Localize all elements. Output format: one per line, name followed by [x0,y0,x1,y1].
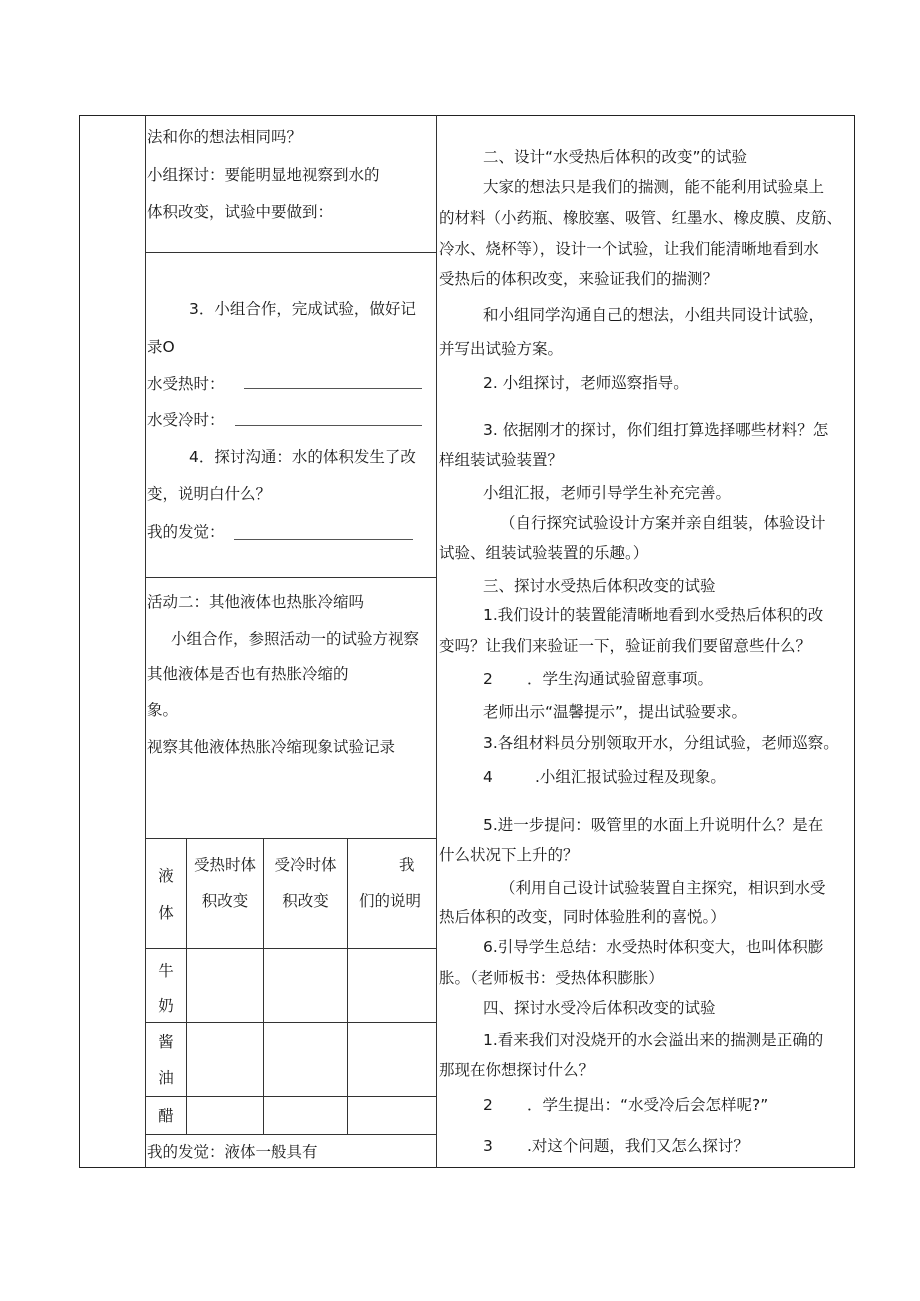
right-line: 冷水、烧杯等），设计一个试验，让我们能清晰地看到水 [439,240,819,258]
row-divider [145,577,436,578]
right-line: ．学生沟通试验留意事项。 [527,670,714,688]
row-divider [145,838,436,839]
hot-label: 水受热时： [147,375,225,393]
finding-label: 我的发觉： [147,523,225,541]
right-line: 6.引导学生总结：水受热时体积变大，也叫体积膨 [483,938,824,956]
block1-line: 体积改变，试验中要做到： [147,203,334,221]
header-liquid: 体 [158,904,174,922]
cold-label: 水受冷时： [147,411,225,429]
step3-line1: 3．小组合作，完成试验，做好记 [189,300,416,318]
cold-answer-line[interactable] [235,425,422,426]
right-line: 3.各组材料员分别领取开水，分组试验，老师巡察。 [483,734,839,752]
step-number: 2 [483,670,493,688]
right-line: 3. 依据刚才的探讨，你们组打算选择哪些材料？怎 [483,421,829,439]
inner-table-divider [347,838,348,1134]
row-divider [145,1134,436,1135]
right-line: 胀。（老师板书：受热体积膨胀） [439,969,664,987]
right-line: .对这个问题，我们又怎么探讨？ [527,1137,749,1155]
inner-table-divider [186,838,187,1134]
header-cold-change: 受冷时体 [274,856,337,874]
right-line: 5.进一步提问：吸管里的水面上升说明什么？是在 [483,816,824,834]
block1-line: 小组探讨：要能明显地视察到水的 [147,166,380,184]
right-line: 试验、组装试验装置的乐趣。） [439,544,649,562]
activity2-line: 小组合作，参照活动一的试验方视察 [171,630,420,648]
block1-line: 法和你的想法相同吗？ [147,128,303,146]
right-line: 1.我们设计的装置能清晰地看到水受热后体积的改 [483,606,824,624]
right-line: 那现在你想探讨什么？ [439,1061,595,1079]
right-line: .小组汇报试验过程及现象。 [535,768,726,786]
row-soy-sauce: 油 [158,1069,174,1087]
activity2-title: 活动二：其他液体也热胀冷缩吗 [147,593,365,611]
right-line: （利用自己设计试验装置自主探究，相识到水受 [500,879,826,897]
row-divider [145,1022,436,1023]
row-vinegar: 醋 [158,1107,174,1125]
right-line: 并写出试验方案。 [439,340,564,358]
right-line: （自行探究试验设计方案并亲自组装，体验设计 [500,514,826,532]
right-line: ．学生提出：“水受冷后会怎样呢?” [527,1096,769,1114]
step-number: 2 [483,1096,493,1114]
section3-title: 三、探讨水受热后体积改变的试验 [483,577,716,595]
right-line: 样组装试验装置？ [439,451,564,469]
step-number: 4 [483,768,493,786]
hot-answer-line[interactable] [244,388,422,389]
header-hot-change: 受热时体 [193,856,256,874]
right-line: 和小组同学沟通自己的想法，小组共同设计试验， [483,306,825,324]
right-line: 变吗？让我们来验证一下，验证前我们要留意些什么？ [439,637,812,655]
row-divider [145,948,436,949]
right-line: 受热后的体积改变，来验证我们的揣测？ [439,270,719,288]
step4-line1: 4．探讨沟通：水的体积发生了改 [189,448,416,466]
header-explanation: 们的说明 [359,892,422,910]
right-line: 小组汇报，老师引导学生补充完善。 [483,484,732,502]
record-title: 视察其他液体热胀冷缩现象试验记录 [147,738,396,756]
activity2-line: 象。 [147,701,179,719]
right-line: 1.看来我们对没烧开的水会溢出来的揣测是正确的 [483,1031,824,1049]
right-line: 什么状况下上升的？ [439,846,579,864]
right-line: 2. 小组探讨，老师巡察指导。 [483,374,689,392]
row-milk: 奶 [158,997,174,1015]
row-milk: 牛 [158,962,174,980]
right-line: 热后体积的改变，同时体验胜利的喜悦。） [439,908,726,926]
step3-line2: 录O [147,338,175,356]
finding-answer-line[interactable] [234,539,413,540]
right-line: 大家的想法只是我们的揣测，能不能利用试验桌上 [483,178,825,196]
column-divider-2 [436,115,437,1168]
header-cold-change: 积改变 [282,892,329,910]
section2-title: 二、设计“水受热后体积的改变”的试验 [483,148,748,166]
right-line: 的材料（小药瓶、橡胶塞、吸管、红墨水、橡皮膜、皮筋、 [439,209,843,227]
section4-title: 四、探讨水受冷后体积改变的试验 [483,999,716,1017]
row-soy-sauce: 酱 [158,1033,174,1051]
step-number: 3 [483,1137,493,1155]
row-divider [145,1096,436,1097]
step4-line2: 变，说明白什么？ [147,485,272,503]
row-divider [145,252,436,253]
header-liquid: 液 [158,867,174,885]
right-line: 老师出示“温馨提示”，提出试验要求。 [483,703,748,721]
finding-footer: 我的发觉：液体一般具有 [147,1143,318,1161]
inner-table-divider [263,838,264,1134]
header-hot-change: 积改变 [201,892,249,910]
header-explanation: 我 [399,856,415,874]
activity2-line: 其他液体是否也有热胀冷缩的 [147,665,349,683]
